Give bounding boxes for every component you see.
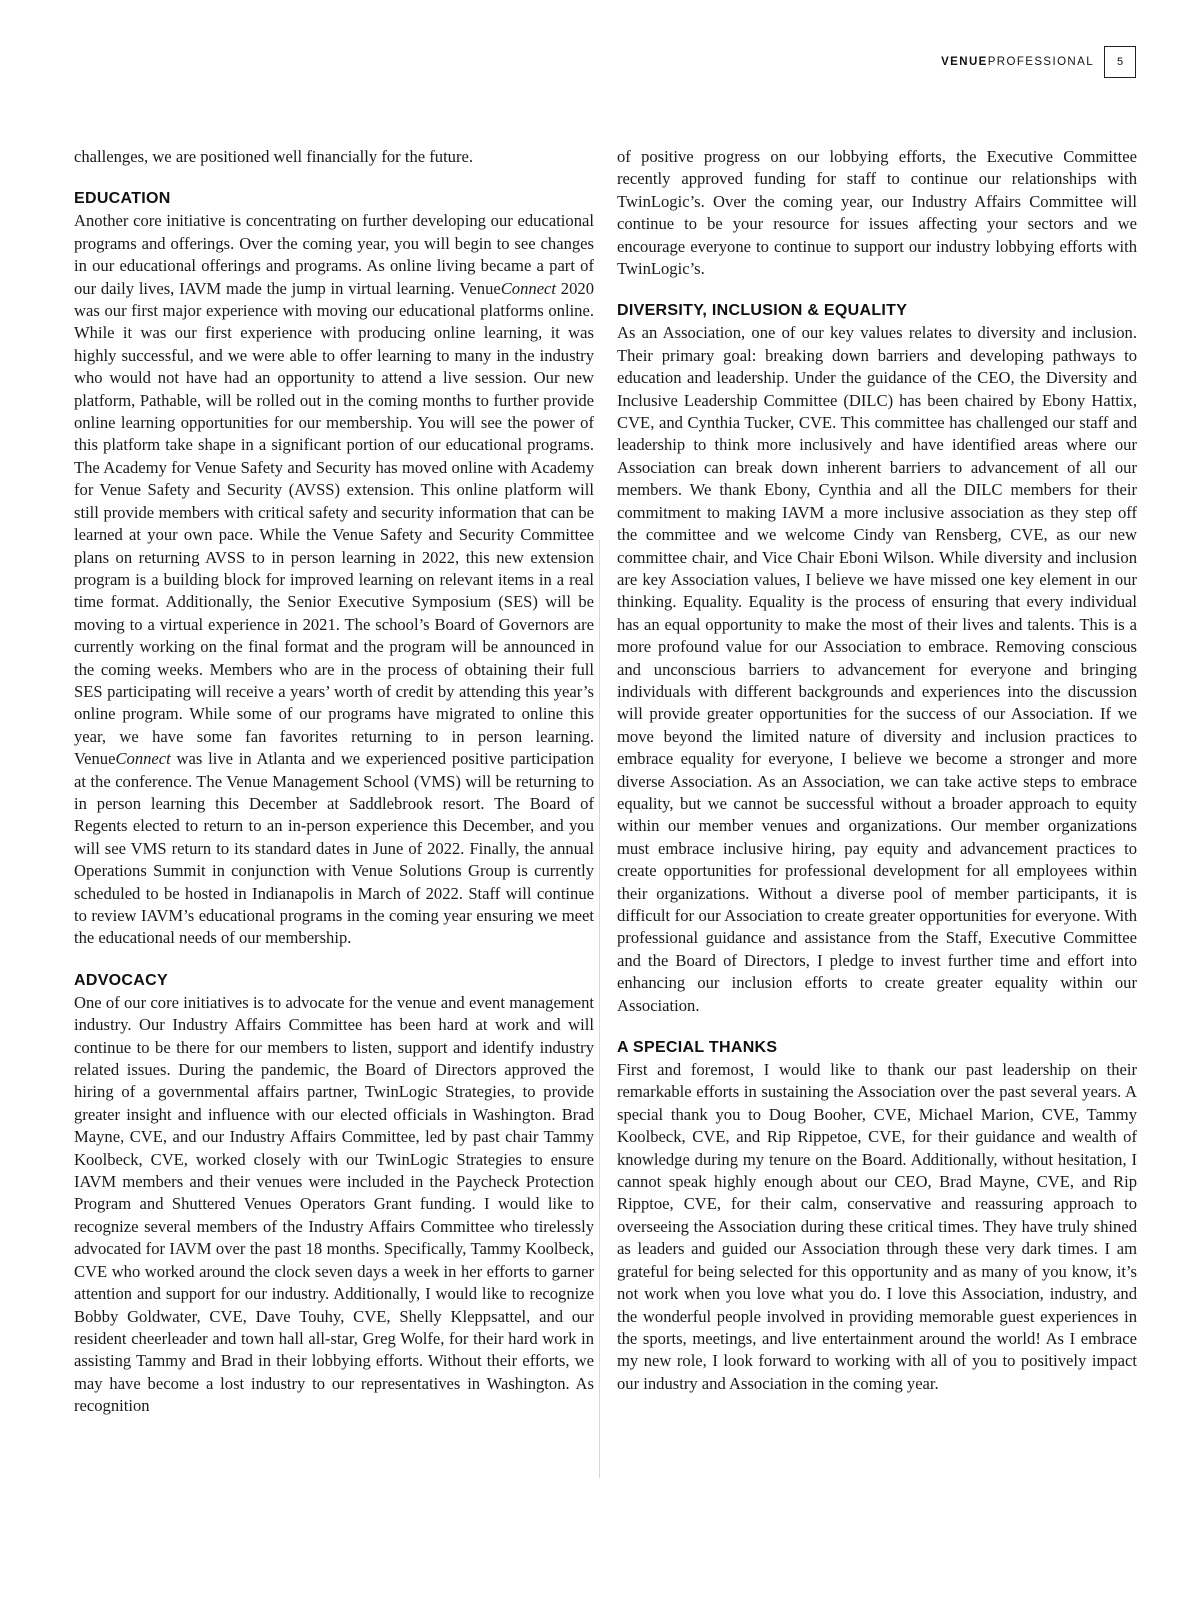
- education-em-2: Connect: [115, 749, 171, 769]
- left-column: [74, 146, 594, 1418]
- education-text-3: was live in Atlanta and we experienced positive participation at the conference. The Venue Management School (VMS) will be returning to in person learning this December at Saddlebrook resort. The Board of Regents elected to return to an in-person experience this December, and you will see VMS return to its standard dates in June of 2022. Finally, the annual Operations Summit in conjunction with Venue Solutions Group is currently scheduled to be hosted in Indianapolis in March of 2022. Staff will continue to review IAVM’s educational programs in the coming year ensuring we meet the educational needs of our membership.: [74, 749, 594, 948]
- right-column: [617, 146, 1137, 1395]
- publication-name-bold: VENUE: [941, 56, 988, 68]
- education-text-2: 2020 was our first major experience with moving our educational platforms online. While it was our first experience with producing online learning, it was highly successful, and we were able to offer learning to many in the industry who would not have had an opportunity to attend a live session. Our new platform, Pathable, will be rolled out in the coming months to further provide online learning opportunities for our membership. You will see the power of this platform take shape in a significant portion of our educational programs. The Academy for Venue Safety and Security has moved online with Academy for Venue Safety and Security (AVSS) extension. This online platform will still provide members with critical safety and security information that can be learned at your own pace. While the Venue Safety and Security Committee plans on returning AVSS to in person learning in 2022, this new extension program is a building block for improved learning on relevant items in a real time format. Additionally, the Senior Executive Symposium (SES) will be moving to a virtual experience in 2021. The school’s Board of Governors are currently working on the final format and the program will be announced in the coming weeks. Members who are in the process of obtaining their full SES participating will receive a years’ worth of credit by attending this year’s online program. While some of our programs have migrated to online this year, we have some fan favorites returning to in person learning. Venue: [74, 278, 594, 769]
- page-number: 5: [1104, 46, 1136, 78]
- column-divider: [599, 540, 600, 1478]
- thanks-heading: A SPECIAL THANKS: [617, 1039, 778, 1057]
- intro-paragraph: challenges, we are positioned well financially for the future.: [74, 147, 474, 166]
- publication-name: [941, 56, 1094, 68]
- advocacy-heading: ADVOCACY: [74, 971, 168, 989]
- education-heading: EDUCATION: [74, 190, 171, 208]
- continuation-paragraph: of positive progress on our lobbying efforts, the Executive Committee recently approved funding for staff to continue our relationships with TwinLogic’s. Over the coming year, our Industry Affairs Committee will continue to be your resource for issues affecting your sectors and we encourage everyone to continue to support our industry lobbying efforts with TwinLogic’s.: [617, 147, 1137, 279]
- advocacy-paragraph: One of our core initiatives is to advocate for the venue and event management industry. Our Industry Affairs Committee has been hard at work and will continue to be there for our members to listen, support and identify industry related issues. During the pandemic, the Board of Directors approved the hiring of a governmental affairs partner, TwinLogic Strategies, to provide greater insight and influence with our elected officials in Washington. Brad Mayne, CVE, and our Industry Affairs Committee, led by past chair Tammy Koolbeck, CVE, worked closely with our TwinLogic Strategies to ensure IAVM members and their venues were included in the Paycheck Protection Program and Shuttered Venues Operators Grant funding. I would like to recognize several members of the Industry Affairs Committee who tirelessly advocated for IAVM over the past 18 months. Specifically, Tammy Koolbeck, CVE who worked around the clock seven days a week in her efforts to garner attention and support for our industry. Additionally, I would like to recognize Bobby Goldwater, CVE, Dave Touhy, CVE, Shelly Kleppsattel, and our resident cheerleader and town hall all-star, Greg Wolfe, for their hard work in assisting Tammy and Brad in their lobbying efforts. Without their efforts, we may have become a lost industry to our representatives in Washington. As recognition: [74, 992, 594, 1416]
- thanks-paragraph: First and foremost, I would like to thank our past leadership on their remarkable efforts in sustaining the Association over the past several years. A special thank you to Doug Booher, CVE, Michael Marion, CVE, Tammy Koolbeck, CVE, and Rip Rippetoe, CVE, for their guidance and wealth of knowledge during my tenure on the Board. Additionally, without hesitation, I cannot speak highly enough about our CEO, Brad Mayne, CVE, and Rip Ripptoe, CVE, for their calm, conservative and reassuring approach to overseeing the Association during these critical times. They have truly shined as leaders and guided our Association through these very dark times. I am grateful for being selected for this opportunity and as many of you know, it’s not work when you love what you do. I love this Association, industry, and the wonderful people involved in providing memorable guest experiences in the sports, meetings, and live entertainment around the world! As I embrace my new role, I look forward to working with all of you to positively impact our industry and Association in the coming year.: [617, 1060, 1137, 1393]
- education-text-1: Another core initiative is concentrating on further developing our educational programs and offerings. Over the coming year, you will begin to see changes in our educational offerings and programs. As online living became a part of our daily lives, IAVM made the jump in virtual learning. Venue: [74, 211, 594, 298]
- education-em-1: Connect: [500, 278, 557, 298]
- diversity-heading: DIVERSITY, INCLUSION & EQUALITY: [617, 302, 908, 320]
- publication-name-light: PROFESSIONAL: [987, 56, 1094, 68]
- page-header: [941, 46, 1136, 78]
- education-paragraph: [74, 210, 594, 949]
- diversity-paragraph: As an Association, one of our key values relates to diversity and inclusion. Their primary goal: breaking down barriers and developing pathways to education and leadership. Under the guidance of the CEO, the Diversity and Inclusive Leadership Committee (DILC) has been chaired by Ebony Hattix, CVE, and Cynthia Tucker, CVE. This committee has challenged our staff and leadership to think more inclusively and have identified areas where our Association can break down inherent barriers to advancement of all our members. We thank Ebony, Cynthia and all the DILC members for their commitment to making IAVM a more inclusive association as they step off the committee and we welcome Cindy van Rensberg, CVE, as our new committee chair, and Vice Chair Eboni Wilson. While diversity and inclusion are key Association values, I believe we have missed one key element in our thinking. Equality. Equality is the process of ensuring that every individual has an equal opportunity to make the most of their lives and talents. This is a more profound value for our Association to embrace. Removing conscious and unconscious barriers to advancement for everyone and bringing individuals with different backgrounds and experiences into the discussion will provide greater opportunities for the success of our Association. If we move beyond the limited nature of diversity and inclusion practices to embrace equality for everyone, I believe we become a stronger and more diverse Association. As an Association, we can take active steps to embrace equality, but we cannot be successful without a broader approach to equity within our member venues and organizations. Our member organizations must embrace inclusive hiring, pay equity and advancement practices to create opportunities for professional development for all employees within their organizations. Without a diverse pool of member participants, it is difficult for our Association to create greater opportunities for everyone. With professional guidance and assistance from the Staff, Executive Committee and the Board of Directors, I pledge to invest further time and effort into enhancing our inclusion efforts to create greater equality within our Association.: [617, 323, 1137, 1015]
